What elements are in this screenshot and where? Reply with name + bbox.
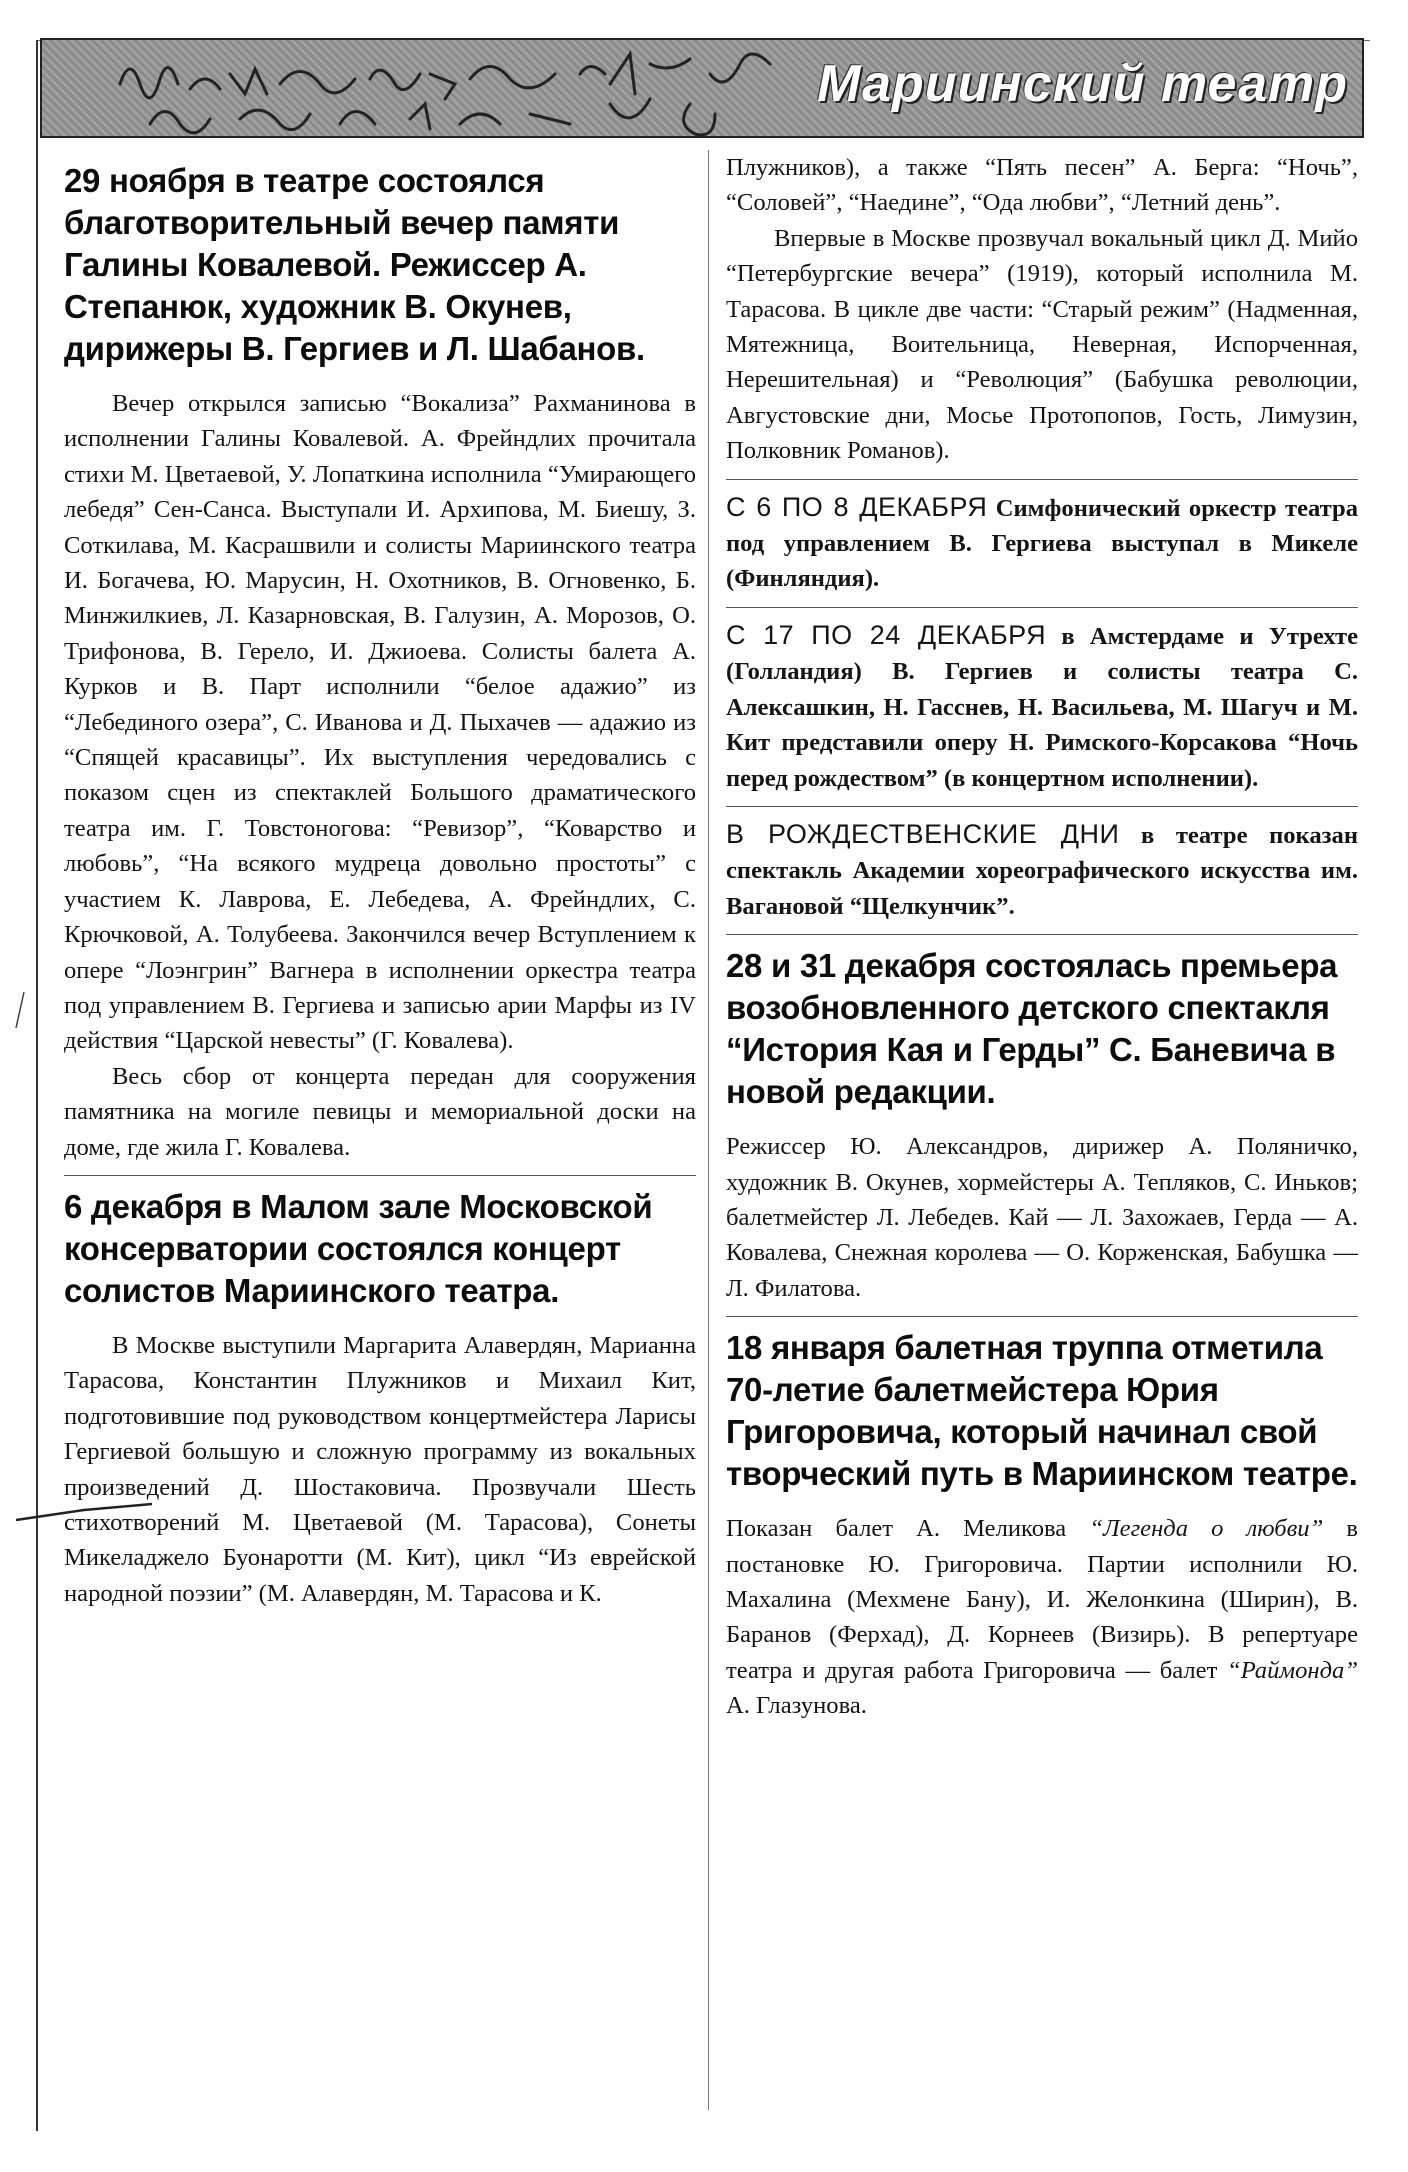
article-paragraph: Вечер открылся записью “Вокализа” Рахманинова в исполнении Галины Ковалевой. А. Фрейндлих прочитала стихи М. Цветаевой, У. Лопаткина исполнила “Умирающего лебедя” Сен-Санса. Выступали И. Архипова, М. Биешу, З. Соткилава, М. Касрашвили и солисты Мариинского театра И. Богачева, Ю. Марусин, Н. Охотников, В. Огновенко, Б. Минжилкиев, Л. Казарновская, В. Галузин, А. Морозов, О. Трифонова, В. Герело, И. Джиоева. Солисты балета А. Курков и В. Парт исполнили “белое адажио” из “Лебединого озера”, С. Иванова и Д. Пыхачев — адажио из “Спящей красавицы”. Их выступления чередовались с показом сцен из спектаклей Большого драматического театра им. Г. Товстоногова: “Ревизор”, “Коварство и любовь”, “На всякого мудреца довольно простоты” с участием К. Лаврова, Е. Лебедева, А. Фрейндлих, С. Крючковой, А. Толубеева. Закончился вечер Вступлением к опере “Лоэнгрин” Вагнера в исполнении оркестра театра под управлением В. Гергиева и записью арии Марфы из IV действия “Царской невесты” (Г. Ковалева). (64, 390, 696, 1055)
pen-strike-icon (14, 1498, 154, 1528)
text-run: в постановке Ю. Григоровича. Партии исполнили Ю. Махалина (Мехмене Бану), И. Желонкина (Ширин), В. Баранов (Ферхад), Д. Корнеев (Визирь). В репертуаре театра и другая работа Григоровича — балет (726, 1515, 1358, 1684)
article-headline: 28 и 31 декабря состоялась премьера возобновленного детского спектакля “История Кая и Герды” С. Баневича в новой редакции. (726, 947, 1338, 1111)
right-column (726, 150, 1358, 1724)
news-item (726, 490, 1358, 597)
section-divider (64, 1175, 696, 1176)
handwritten-annotation-icon (110, 34, 810, 144)
section-divider (726, 934, 1358, 935)
section-title: Мариинский театр (817, 55, 1348, 113)
section-divider (726, 806, 1358, 807)
work-title: “Легенда о любви” (1089, 1515, 1324, 1543)
article-headline: 29 ноября в театре состоялся благотворительный вечер памяти Галины Ковалевой. Режиссер А. Степанюк, художник В. Окунев, дирижеры В. Гергиев и Л. Шабанов. (64, 162, 645, 367)
news-text: в Амстердаме и Утрехте (Голландия) В. Гергиев и солисты театра С. Алексашкин, Н. Гасснев, Н. Васильева, М. Шагуч и М. Кит представили оперу Н. Римского-Корсакова “Ночь перед рождеством” (в концертном исполнении). (726, 622, 1358, 792)
article-paragraph (726, 1511, 1358, 1723)
section-divider (726, 479, 1358, 480)
section-divider (726, 1316, 1358, 1317)
news-lead: С 6 ПО 8 ДЕКАБРЯ (726, 491, 988, 522)
article-headline: 18 января балетная труппа отметила 70-летие балетмейстера Юрия Григоровича, который начинал свой творческий путь в Мариинском театре. (726, 1329, 1358, 1493)
article-headline: 6 декабря в Малом зале Московской консерватории состоялся концерт солистов Мариинского театра. (64, 1187, 653, 1309)
section-divider (726, 607, 1358, 608)
news-text: Симфонический оркестр театра под управлением В. Гергиева выступал в Микеле (Финляндия). (726, 494, 1359, 593)
article-paragraph: Впервые в Москве прозвучал вокальный цикл Д. Мийо “Петербургские вечера” (1919), который исполнила М. Тарасова. В цикле две части: “Старый режим” (Надменная, Мятежница, Воительница, Неверная, Испорченная, Нерешительная) и “Революция” (Бабушка революции, Августовские дни, Мосье Протопопов, Гость, Лимузин, Полковник Романов). (726, 224, 1358, 465)
news-lead: В РОЖДЕСТВЕНСКИЕ ДНИ (726, 818, 1120, 849)
news-text: в театре показан спектакль Академии хореографического искусства им. Вагановой “Щелкунчик”. (726, 821, 1358, 920)
text-run: А. Глазунова. (726, 1692, 867, 1720)
article-paragraph: Весь сбор от концерта передан для сооружения памятника на могиле певицы и мемориальной доски на доме, где жила Г. Ковалева. (64, 1062, 696, 1161)
work-title: “Раймонда” (1227, 1656, 1358, 1684)
column-divider (708, 150, 709, 2110)
left-column (64, 150, 696, 1611)
news-item (726, 618, 1358, 796)
article-paragraph: Режиссер Ю. Александров, дирижер А. Поляничко, художник В. Окунев, хормейстеры А. Тепляков, С. Иньков; балетмейстер Л. Лебедев. Кай — Л. Захожаев, Герда — А. Ковалева, Снежная королева — О. Корженская, Бабушка — Л. Филатова. (726, 1133, 1358, 1302)
news-lead: С 17 ПО 24 ДЕКАБРЯ (726, 619, 1047, 650)
text-run: Показан балет А. Меликова (726, 1515, 1090, 1543)
news-item (726, 817, 1358, 924)
margin-mark-icon (10, 990, 30, 1030)
article-paragraph: Плужников), а также “Пять песен” А. Берга: “Ночь”, “Соловей”, “Наедине”, “Ода любви”, “Летний день”. (726, 154, 1358, 217)
article-paragraph: В Москве выступили Маргарита Алавердян, Марианна Тарасова, Константин Плужников и Михаил Кит, подготовившие под руководством концертмейстера Ларисы Гергиевой большую и сложную программу из вокальных произведений Д. Шостаковича. Прозвучали Шесть стихотворений М. Цветаевой (М. Тарасова), Сонеты Микеладжело Буонаротти (М. Кит), цикл “Из еврейской народной поэзии” (М. Алавердян, М. Тарасова и К. (64, 1331, 696, 1607)
